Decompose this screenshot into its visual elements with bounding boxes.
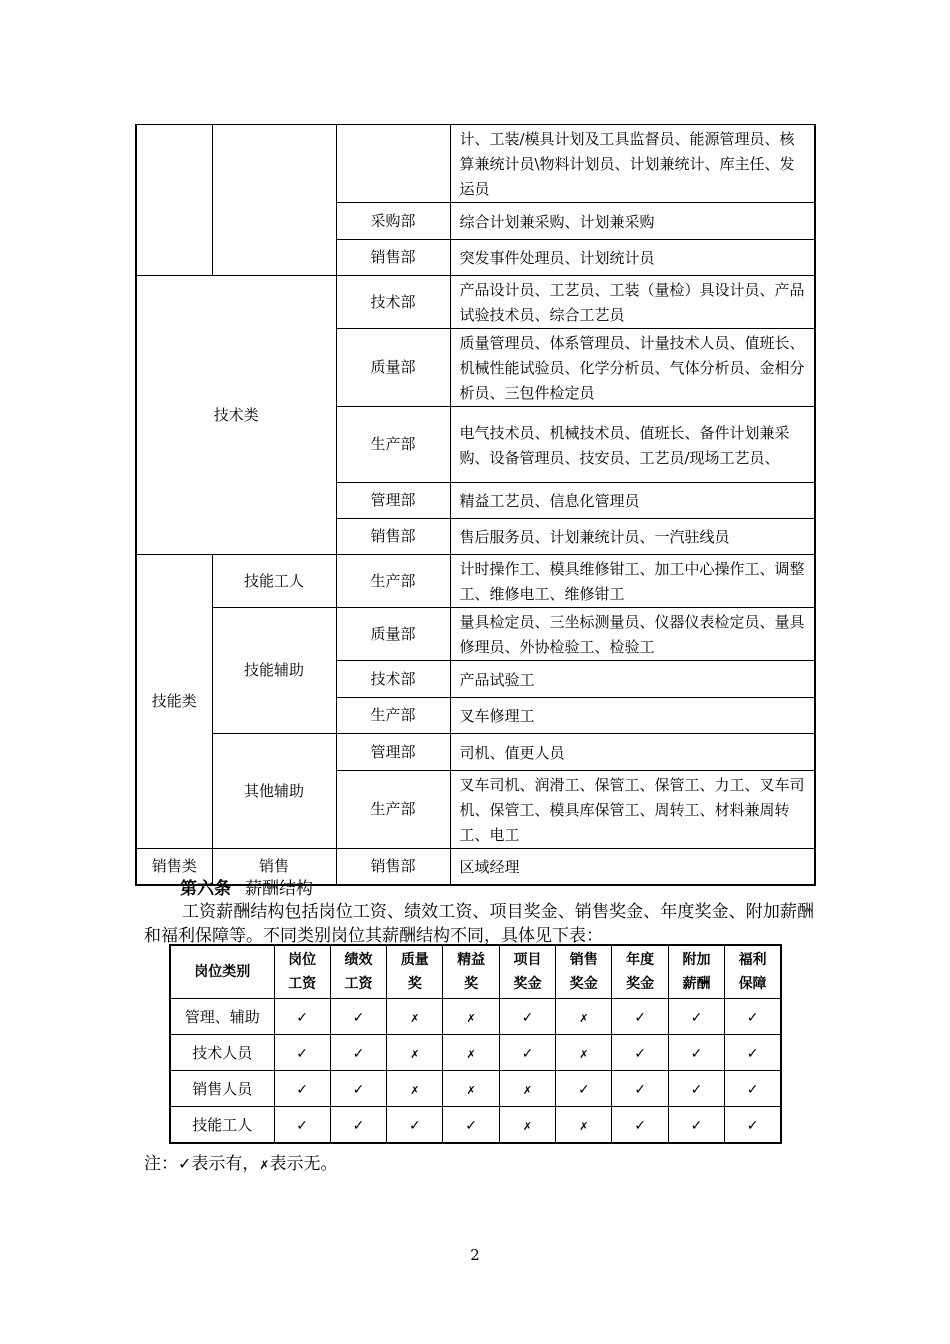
- cross-icon: ✗: [522, 1083, 533, 1097]
- row-label: 技术人员: [170, 1035, 274, 1071]
- check-icon: ✓: [352, 1117, 365, 1134]
- table-row: [170, 1107, 781, 1144]
- positions-cell: 产品设计员、工艺员、工装（量检）具设计员、产品试验技术员、综合工艺员: [450, 276, 815, 329]
- mark-cell: [668, 1035, 724, 1071]
- subcategory-cell: 销售: [212, 849, 336, 885]
- cross-icon: ✗: [410, 1047, 420, 1061]
- header-cell: 年度 奖金: [612, 945, 668, 999]
- mark-cell: [725, 999, 781, 1035]
- positions-cell: 叉车司机、润滑工、保管工、保管工、力工、叉车司机、保管工、模具库保管工、周转工、材料兼周转工、电工: [450, 771, 815, 849]
- section-title: 薪酬结构: [245, 879, 313, 899]
- dept-cell: 技术部: [336, 661, 450, 698]
- check-icon: ✓: [521, 1009, 534, 1026]
- positions-cell: 精益工艺员、信息化管理员: [450, 483, 815, 519]
- check-icon: ✓: [690, 1045, 703, 1062]
- category-cell: 销售类: [136, 849, 212, 885]
- subcategory-cell: 技能辅助: [212, 608, 336, 734]
- note-no-text: 表示无。: [269, 1154, 338, 1174]
- mark-cell: [330, 1035, 386, 1071]
- mark-cell: [387, 1071, 443, 1107]
- cross-icon: ✗: [410, 1011, 420, 1025]
- header-cell: 精益 奖: [443, 945, 499, 999]
- mark-cell: [443, 1071, 499, 1107]
- mark-cell: [499, 1107, 555, 1144]
- legend-note: [144, 1149, 337, 1174]
- header-cell: 岗位类别: [170, 945, 274, 999]
- check-icon: ✓: [296, 1045, 309, 1062]
- mark-cell: [725, 1107, 781, 1144]
- mark-cell: [274, 1035, 330, 1071]
- cross-icon: ✗: [579, 1047, 589, 1061]
- row-label: 销售人员: [170, 1071, 274, 1107]
- header-cell: 附加 薪酬: [668, 945, 724, 999]
- subcategory-cell: 其他辅助: [212, 734, 336, 849]
- mark-cell: [668, 1107, 724, 1144]
- mark-cell: [274, 999, 330, 1035]
- check-icon: ✓: [746, 1009, 759, 1026]
- mark-cell: [330, 1107, 386, 1144]
- check-icon: ✓: [746, 1117, 759, 1134]
- dept-cell: 生产部: [336, 555, 450, 608]
- mark-cell: [725, 1035, 781, 1071]
- category-cell-continued: [136, 125, 212, 276]
- dept-cell: 管理部: [336, 734, 450, 771]
- subcategory-cell: 技能工人: [212, 555, 336, 608]
- check-icon: ✓: [352, 1081, 365, 1098]
- note-yes-text: 表示有，: [191, 1154, 260, 1174]
- positions-cell: 叉车修理工: [450, 698, 815, 734]
- cross-icon: ✗: [579, 1011, 589, 1025]
- dept-cell: 采购部: [336, 203, 450, 240]
- header-cell: 质量 奖: [387, 945, 443, 999]
- positions-cell: 产品试验工: [450, 661, 815, 698]
- dept-cell: 销售部: [336, 240, 450, 276]
- positions-cell: 综合计划兼采购、计划兼采购: [450, 203, 815, 240]
- mark-cell: [499, 1035, 555, 1071]
- check-icon: ✓: [634, 1045, 646, 1062]
- mark-cell: [387, 1035, 443, 1071]
- cross-icon: ✗: [579, 1119, 589, 1133]
- check-icon: ✓: [296, 1081, 309, 1098]
- dept-cell: 销售部: [336, 519, 450, 555]
- mark-cell: [274, 1107, 330, 1144]
- positions-cell: 质量管理员、体系管理员、计量技术人员、值班长、机械性能试验员、化学分析员、气体分析员、金相分析员、三包件检定员: [450, 329, 815, 407]
- check-icon: ✓: [690, 1081, 703, 1098]
- cross-icon: ✗: [466, 1047, 476, 1061]
- section-number: 第六条: [180, 879, 231, 899]
- header-cell: 绩效 工资: [330, 945, 386, 999]
- mark-cell: [556, 1107, 612, 1144]
- cross-icon: ✗: [259, 1158, 270, 1172]
- check-icon: ✓: [521, 1045, 534, 1062]
- dept-cell: 质量部: [336, 608, 450, 661]
- mark-cell: [612, 999, 668, 1035]
- job-classification-table: [135, 124, 816, 886]
- dept-cell: 生产部: [336, 407, 450, 483]
- subcategory-cell-continued: [212, 125, 336, 276]
- check-icon: ✓: [746, 1081, 759, 1098]
- mark-cell: [556, 1035, 612, 1071]
- check-icon: ✓: [408, 1117, 421, 1134]
- table-row: [170, 1071, 781, 1107]
- mark-cell: [274, 1071, 330, 1107]
- dept-cell: 生产部: [336, 698, 450, 734]
- check-icon: ✓: [634, 1117, 646, 1134]
- cross-icon: ✗: [522, 1119, 533, 1133]
- dept-cell: 技术部: [336, 276, 450, 329]
- check-icon: ✓: [577, 1081, 590, 1098]
- positions-cell: 量具检定员、三坐标测量员、仪器仪表检定员、量具修理员、外协检验工、检验工: [450, 608, 815, 661]
- check-icon: ✓: [352, 1045, 365, 1062]
- positions-cell: 售后服务员、计划兼统计员、一汽驻线员: [450, 519, 815, 555]
- dept-cell: 生产部: [336, 771, 450, 849]
- check-icon: ✓: [634, 1009, 646, 1026]
- positions-cell: 突发事件处理员、计划统计员: [450, 240, 815, 276]
- cross-icon: ✗: [410, 1083, 420, 1097]
- header-cell: 福利 保障: [725, 945, 781, 999]
- check-icon: ✓: [465, 1117, 478, 1134]
- cross-icon: ✗: [466, 1011, 476, 1025]
- mark-cell: [556, 1071, 612, 1107]
- salary-structure-body: [170, 999, 781, 1144]
- mark-cell: [387, 1107, 443, 1144]
- check-icon: ✓: [746, 1045, 759, 1062]
- section-paragraph: 工资薪酬结构包括岗位工资、绩效工资、项目奖金、销售奖金、年度奖金、附加薪酬和福利保障等。不同类别岗位其薪酬结构不同，具体见下表：: [144, 902, 814, 946]
- mark-cell: [612, 1035, 668, 1071]
- dept-cell: [336, 125, 450, 203]
- table-row: [170, 1035, 781, 1071]
- positions-cell: 计、工装/模具计划及工具监督员、能源管理员、核算兼统计员\物料计划员、计划兼统计、库主任、发运员: [450, 125, 815, 203]
- positions-cell: 电气技术员、机械技术员、值班长、备件计划兼采购、设备管理员、技安员、工艺员/现场工艺员、: [450, 407, 815, 483]
- mark-cell: [612, 1107, 668, 1144]
- row-label: 技能工人: [170, 1107, 274, 1144]
- table-row: [170, 999, 781, 1035]
- dept-cell: 管理部: [336, 483, 450, 519]
- row-label: 管理、辅助: [170, 999, 274, 1035]
- page-number: 2: [470, 1246, 480, 1264]
- check-icon: ✓: [690, 1009, 703, 1026]
- salary-structure-table: [169, 944, 782, 1144]
- mark-cell: [556, 999, 612, 1035]
- category-cell: 技术类: [136, 276, 336, 555]
- mark-cell: [443, 999, 499, 1035]
- mark-cell: [668, 999, 724, 1035]
- mark-cell: [443, 1107, 499, 1144]
- check-icon: ✓: [352, 1009, 365, 1026]
- check-icon: ✓: [296, 1009, 309, 1026]
- check-icon: ✓: [634, 1081, 646, 1098]
- dept-cell: 质量部: [336, 329, 450, 407]
- mark-cell: [668, 1071, 724, 1107]
- mark-cell: [330, 999, 386, 1035]
- mark-cell: [499, 999, 555, 1035]
- check-icon: ✓: [296, 1117, 309, 1134]
- mark-cell: [387, 999, 443, 1035]
- cross-icon: ✗: [466, 1083, 476, 1097]
- category-cell: 技能类: [136, 555, 212, 849]
- positions-cell: 区域经理: [450, 849, 815, 885]
- check-icon: ✓: [178, 1154, 192, 1173]
- check-icon: ✓: [690, 1117, 703, 1134]
- mark-cell: [443, 1035, 499, 1071]
- section-heading: [180, 874, 313, 899]
- header-cell: 销售 奖金: [556, 945, 612, 999]
- mark-cell: [725, 1071, 781, 1107]
- mark-cell: [330, 1071, 386, 1107]
- positions-cell: 计时操作工、模具维修钳工、加工中心操作工、调整工、维修电工、维修钳工: [450, 555, 815, 608]
- positions-cell: 司机、值更人员: [450, 734, 815, 771]
- dept-cell: 销售部: [336, 849, 450, 885]
- mark-cell: [499, 1071, 555, 1107]
- header-cell: 项目 奖金: [499, 945, 555, 999]
- mark-cell: [612, 1071, 668, 1107]
- header-cell: 岗位 工资: [274, 945, 330, 999]
- note-prefix: 注：: [144, 1154, 178, 1174]
